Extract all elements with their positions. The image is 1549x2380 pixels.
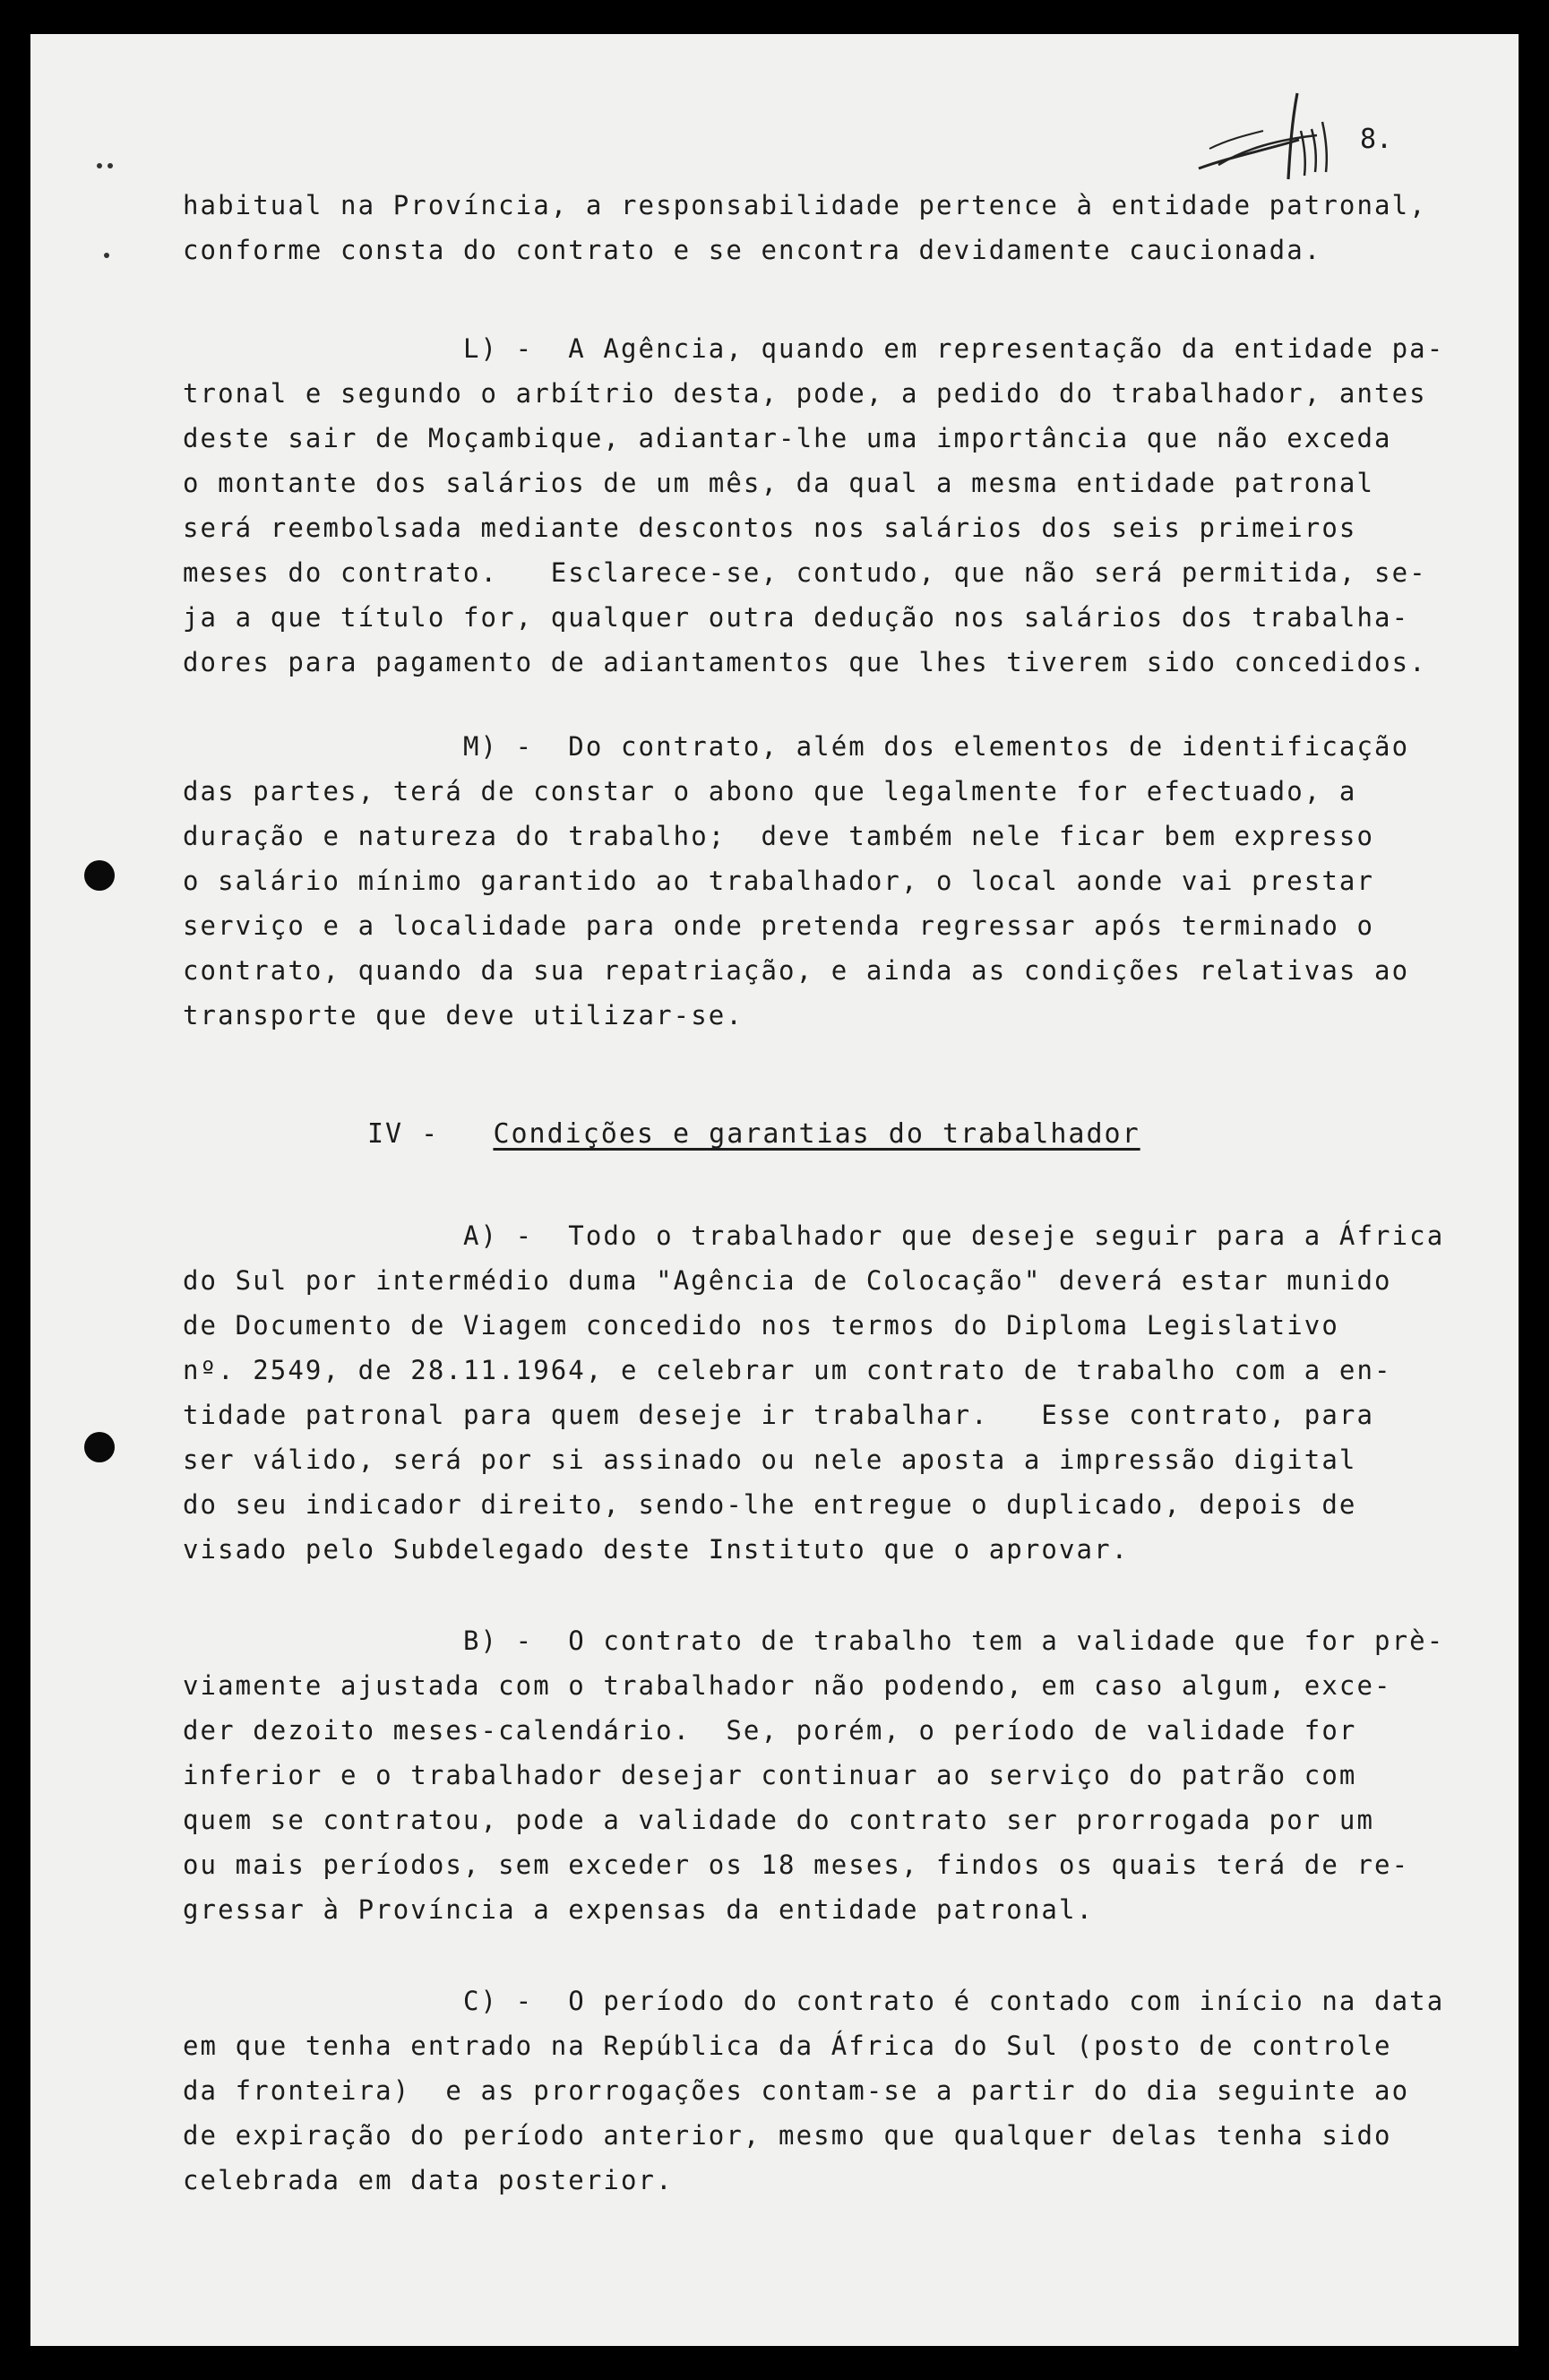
text-line: viamente ajustada com o trabalhador não podendo, em caso algum, exce- [183,1670,1392,1701]
text-line: inferior e o trabalhador desejar continuar ao serviço do patrão com [183,1760,1357,1790]
text-line: A) - Todo o trabalhador que deseje seguir para a África [183,1220,1445,1251]
text-line: o montante dos salários de um mês, da qual a mesma entidade patronal [183,468,1375,498]
text-line: tidade patronal para quem deseje ir trabalhar. Esse contrato, para [183,1400,1375,1430]
text-line: será reembolsada mediante descontos nos salários dos seis primeiros [183,513,1357,543]
margin-speck [104,253,109,258]
paragraph-carryover [183,183,1482,272]
section-heading [367,1118,1140,1150]
text-line: deste sair de Moçambique, adiantar-lhe uma importância que não exceda [183,423,1392,453]
text-line: do Sul por intermédio duma "Agência de Colocação" deverá estar munido [183,1265,1392,1296]
text-line: meses do contrato. Esclarece-se, contudo, que não será permitida, se- [183,557,1427,588]
text-line: celebrada em data posterior. [183,2165,674,2195]
paragraph-b [183,1618,1482,1932]
text-line: da fronteira) e as prorrogações contam-se a partir do dia seguinte ao [183,2075,1410,2106]
text-line: ja a que título for, qualquer outra dedução nos salários dos trabalha- [183,602,1410,633]
binder-hole-bottom [84,1432,115,1462]
text-line: do seu indicador direito, sendo-lhe entregue o duplicado, depois de [183,1489,1357,1520]
text-line: de expiração do período anterior, mesmo que qualquer delas tenha sido [183,2120,1392,2151]
binder-hole-top [84,860,115,891]
paragraph-a [183,1213,1482,1572]
text-line: B) - O contrato de trabalho tem a validade que for prè- [183,1625,1445,1656]
text-line: nº. 2549, de 28.11.1964, e celebrar um contrato de trabalho com a en- [183,1355,1392,1385]
text-line: conforme consta do contrato e se encontra devidamente caucionada. [183,235,1322,265]
text-line: der dezoito meses-calendário. Se, porém, o período de validade for [183,1715,1357,1746]
text-line: C) - O período do contrato é contado com início na data [183,1986,1445,2016]
text-line: L) - A Agência, quando em representação da entidade pa- [183,333,1445,364]
margin-speck [108,163,113,168]
section-number: IV - [367,1118,440,1150]
text-line: em que tenha entrado na República da África do Sul (posto de controle [183,2031,1392,2061]
text-line: M) - Do contrato, além dos elementos de identificação [183,731,1410,762]
text-line: dores para pagamento de adiantamentos que lhes tiverem sido concedidos. [183,647,1427,677]
text-line: transporte que deve utilizar-se. [183,1000,744,1030]
text-line: gressar à Província a expensas da entidade patronal. [183,1894,1095,1925]
paragraph-l [183,326,1482,685]
paragraph-m [183,724,1482,1038]
text-line: ou mais períodos, sem exceder os 18 meses, findos os quais terá de re- [183,1850,1410,1880]
text-line: quem se contratou, pode a validade do contrato ser prorrogada por um [183,1805,1375,1835]
text-line: das partes, terá de constar o abono que legalmente for efectuado, a [183,776,1357,806]
text-line: o salário mínimo garantido ao trabalhador, o local aonde vai prestar [183,866,1375,896]
text-line: tronal e segundo o arbítrio desta, pode, a pedido do trabalhador, antes [183,378,1427,409]
text-line: serviço e a localidade para onde pretenda regressar após terminado o [183,910,1375,941]
text-line: de Documento de Viagem concedido nos termos do Diploma Legislativo [183,1310,1339,1341]
text-line: visado pelo Subdelegado deste Instituto que o aprovar. [183,1534,1130,1565]
text-line: contrato, quando da sua repatriação, e ainda as condições relativas ao [183,955,1410,986]
text-line: duração e natureza do trabalho; deve também nele ficar bem expresso [183,821,1375,851]
paragraph-c [183,1979,1482,2203]
page-number: 8. [1360,124,1393,155]
section-title: Condições e garantias do trabalhador [493,1118,1140,1150]
text-line: habitual na Província, a responsabilidade pertence à entidade patronal, [183,190,1427,220]
text-line: ser válido, será por si assinado ou nele aposta a impressão digital [183,1444,1357,1475]
handwritten-signature [1192,86,1344,185]
margin-speck [97,163,102,168]
